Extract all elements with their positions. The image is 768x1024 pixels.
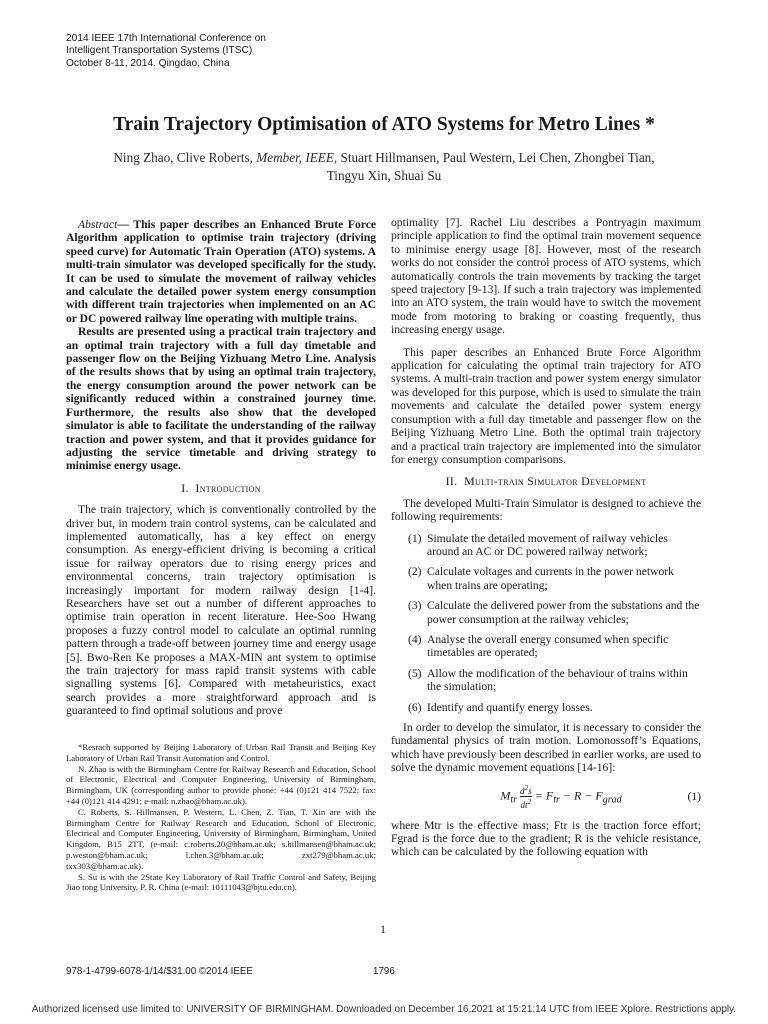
author-line-1: [60, 149, 708, 167]
author-role: Member, IEEE,: [256, 150, 338, 165]
authors-first: Ning Zhao, Clive Roberts,: [113, 150, 257, 165]
conference-line-1: 2014 IEEE 17th International Conference on: [66, 33, 266, 44]
section-2-intro: The developed Multi-Train Simulator is designed to achieve the following requirements:: [391, 496, 701, 524]
list-item: [391, 532, 701, 559]
equation-1: [391, 783, 701, 811]
list-item-number: (1): [408, 531, 422, 545]
conference-line-3: October 8-11, 2014. Qingdao, China: [66, 57, 230, 69]
list-item-text: Calculate the delivered power from the substations and the power consumption at the railway vehicles;: [427, 599, 700, 626]
equation-formula: $M_{tr}$ $\frac{d^2s}{dt^2}$ = $F_{tr} - R - F_{grad}$: [500, 783, 622, 811]
list-item-number: (2): [408, 565, 422, 579]
intro-paragraph-1: The train trajectory, which is conventionally controlled by the driver but, in modern train control systems, can be calculated and implemented automatically, has a key effect on energy consumption. As energy-efficient driving is becoming a critical issue for railway operators due to rising energy prices and environmental concerns, train trajectory optimisation is increasingly important for modern railway design [1-4]. Researchers have set out a number of different approaches to optimise train operation in recent literature. Hee-Soo Hwang proposes a fuzzy control model to calculate an optimal running pattern through a trade-off between journey time and energy usage [5]. Bwo-Ren Ke proposes a MAX-MIN ant system to optimise the train trajectory for mass rapid transit systems with cable signalling systems [6]. Compared with metaheuristics, exact search provides a more straightforward approach and is guaranteed to find optimal solutions and prove: [66, 503, 376, 718]
abstract-label: Abstract: [78, 218, 118, 231]
list-item-number: (4): [408, 632, 422, 646]
list-item-number: (6): [408, 700, 422, 714]
footnotes: [66, 742, 376, 893]
page-number: 1: [380, 922, 386, 936]
intro-paragraph-2: optimality [7]. Rachel Liu describes a Pontryagin maximum principle application to find the optimal train movement sequence to minimise energy usage [8]. However, most of the research works do not consider the control process of ATO systems, which automatically controls the train movements by tracking the target speed trajectory [9-13]. If such a train trajectory was implemented into an ATO system, the train would have to switch the movement mode from motoring to braking or coasting frequently, thus increasing energy usage.: [391, 216, 701, 337]
list-item-text: Identify and quantify energy losses.: [427, 700, 593, 714]
isbn-line: 978-1-4799-6078-1/14/$31.00 ©2014 IEEE: [66, 966, 253, 977]
section-1-numeral: I.: [181, 480, 189, 495]
license-notice: Authorized licensed use limited to: UNIVERSITY OF BIRMINGHAM. Downloaded on December 16,2021 at 15:21:14 UTC from IEEE Xplore. Restrictions apply.: [31, 1004, 737, 1015]
list-item-text: Simulate the detailed movement of railway vehicles around an AC or DC powered railway network;: [427, 531, 668, 558]
fraction: $\frac{d^2s}{dt^2}$: [520, 783, 532, 811]
list-item: [391, 667, 701, 694]
paper-title: Train Trajectory Optimisation of ATO Systems for Metro Lines *: [113, 114, 655, 135]
footnote-zhao: N. Zhao is with the Birmingham Centre for Railway Research and Education, School of Electronic, Electrical and Computer Engineering, University of Birmingham, Birmingham, UK (corresponding author to provide phone: +44 (0)121 414 7522; fax: +44 (0)121 414 4291; e-mail: n.zhao@bham.ac.uk).: [66, 763, 376, 806]
list-item: [391, 599, 701, 626]
section-2-heading: [391, 475, 701, 488]
list-item-text: Analyse the overall energy consumed when specific timetables are operated;: [427, 632, 669, 660]
list-item: [391, 633, 701, 660]
abstract-paragraph-2: Results are presented using a practical train trajectory and an optimal train trajectory with a full day timetable and passenger flow on the Beijing Yizhuang Metro Line. Analysis of the results shows that by using an optimal train trajectory, the energy consumption around the power network can be significantly reduced within a constrained journey time. Furthermore, the results also show that the developed simulator is able to facilitate the understanding of the railway traction and power system, and that it provides guidance for adjusting the service timetable and driving strategy to minimise energy usage.: [66, 325, 376, 473]
section-2-numeral: II.: [445, 474, 458, 489]
requirements-list: [391, 532, 701, 714]
equation-explanation: where Mtr is the effective mass; Ftr is the traction force effort; Fgrad is the force due to the gradient; R is the vehicle resistance, which can be calculated by the following equation with: [391, 818, 701, 859]
footnote-coauthors: C. Roberts, S. Hillmansen, P. Western, L. Chen, Z. Tian, T. Xin are with the Birmingham Centre for Railway Research and Education, School of Electronic, Electrical and Computer Engineering, University of Birmingham, Birmingham, United Kingdom, B15 2TT, (e-mail: c.roberts.20@bham.ac.uk; s.hillmansen@bham.ac.uk; p.weston@bham.ac.uk; l.chen.3@bham.ac.uk; zxt279@bham.ac.uk; txx303@bham.ac.uk).: [66, 806, 376, 871]
footnote-su: S. Su is with the 2State Key Laboratory of Rail Traffic Control and Safety, Beijing Jiao tong University, P. R. China (e-mail: 10111043@bjtu.edu.cn).: [66, 871, 376, 893]
abstract-paragraph-1: [66, 218, 376, 325]
list-item-number: (3): [408, 599, 422, 613]
conference-line-2: Intelligent Transportation Systems (ITSC): [66, 45, 253, 57]
author-line-2: Tingyu Xin, Shuai Su: [326, 168, 442, 183]
list-item: [391, 701, 701, 714]
list-item-number: (5): [408, 666, 422, 680]
list-item-text: Allow the modification of the behaviour of trains within the simulation;: [427, 666, 688, 694]
list-item-text: Calculate voltages and currents in the power network when trains are operating;: [427, 565, 674, 592]
authors-rest: Stuart Hillmansen, Paul Western, Lei Chen, Zhongbei Tian,: [337, 150, 655, 165]
author-list: [60, 149, 708, 185]
left-column: [66, 218, 376, 718]
folio-number: 1796: [373, 966, 395, 977]
right-column: [391, 216, 701, 859]
abstract-dash: —: [117, 218, 129, 231]
equation-number: (1): [687, 789, 701, 803]
section-2-paragraph: In order to develop the simulator, it is necessary to consider the fundamental physics of train motion. Lomonossoff’s Equations, which have previously been described in earlier works, are used to solve the dynamic movement equations [14-16]:: [391, 721, 701, 775]
abstract-text-1: This paper describes an Enhanced Brute Force Algorithm application to optimise train trajectory (driving speed curve) for Automatic Train Operation (ATO) systems. A multi-train simulator was developed specifically for the study. It can be used to simulate the movement of railway vehicles and calculate the detailed power system energy consumption with different train trajectories when implemented on an AC or DC powered railway line operating with multiple trains.: [66, 218, 376, 325]
list-item: [391, 565, 701, 592]
section-1-heading: [66, 482, 376, 495]
footnote-support: *Resrach supported by Beijing Laboratory of Urban Rail Transit and Beijing Key Laboratory of Urban Rail Transit Automation and Control.: [66, 742, 376, 763]
intro-paragraph-3: This paper describes an Enhanced Brute Force Algorithm application for calculating the optimal train trajectory for ATO systems. A multi-train traction and power system energy simulator was developed for this purpose, which is used to simulate the train movements and calculate the detailed power system energy consumption with a full day timetable and passenger flow on the Beijing Yizhuang Metro Line. Both the optimal train trajectory and a practical train trajectory are implemented into the simulator for energy consumption comparisons.: [391, 345, 701, 466]
section-1-title: Introduction: [195, 480, 261, 495]
section-2-title: Multi-train Simulator Development: [464, 474, 647, 489]
conference-header: [66, 33, 266, 70]
